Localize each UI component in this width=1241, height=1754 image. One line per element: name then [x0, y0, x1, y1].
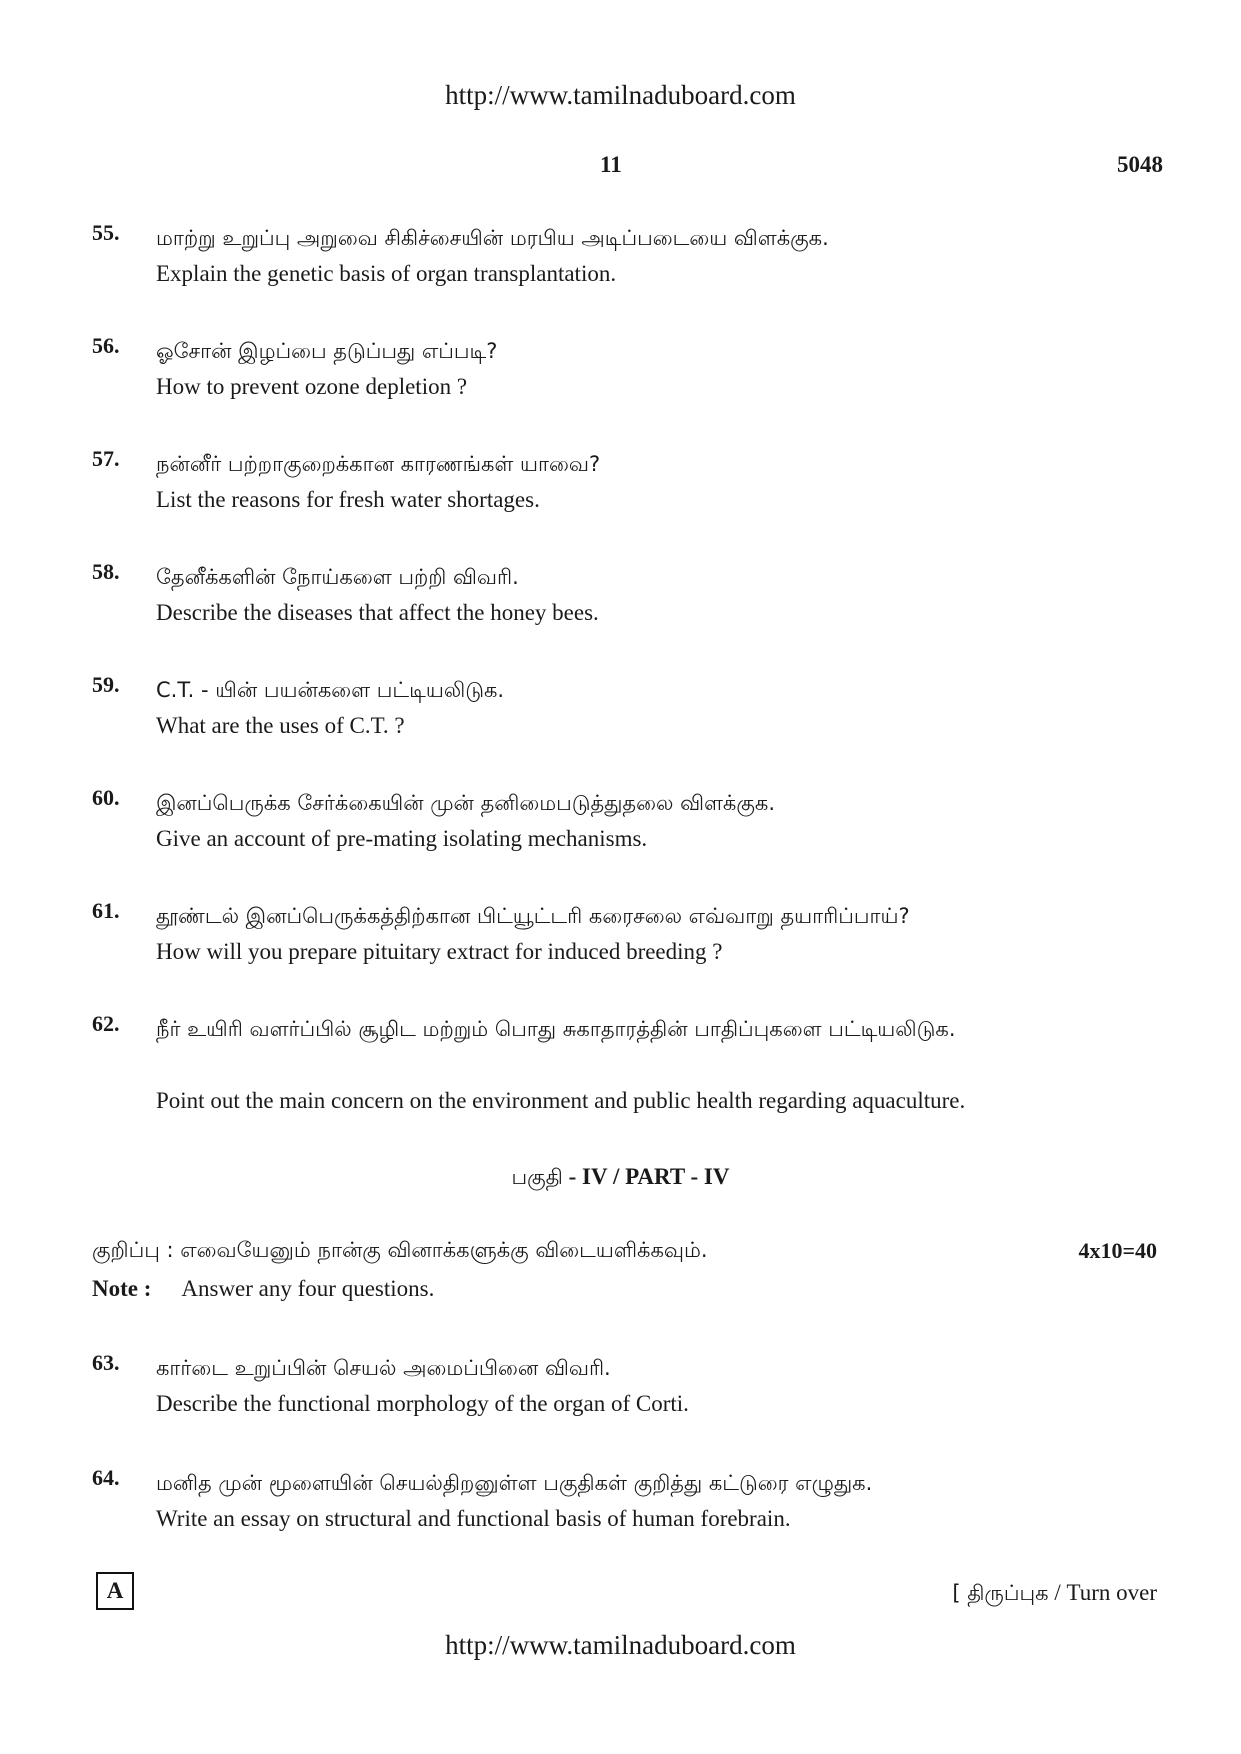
question-english: List the reasons for fresh water shortages.	[156, 487, 540, 512]
question-tamil: கார்டை உறுப்பின் செயல் அமைப்பினை விவரி.	[156, 1356, 611, 1380]
question-number: 61.	[92, 898, 120, 923]
question-tamil: மனித முன் மூளையின் செயல்திறனுள்ள பகுதிகள் குறித்து கட்டுரை எழுதுக.	[156, 1471, 873, 1495]
question-english: How to prevent ozone depletion ?	[156, 374, 468, 399]
question-number: 57.	[92, 446, 120, 471]
question-tamil: மாற்று உறுப்பு அறுவை சிகிச்சையின் மரபிய அடிப்படையை விளக்குக.	[156, 226, 829, 250]
question-english: What are the uses of C.T. ?	[156, 713, 405, 738]
turn-over-tamil: [ திருப்புக	[952, 1581, 1049, 1605]
question-tamil: இனப்பெருக்க சேர்க்கையின் முன் தனிமைபடுத்துதலை விளக்குக.	[156, 791, 775, 815]
question-tamil: நன்னீர் பற்றாகுறைக்கான காரணங்கள் யாவை?	[156, 452, 601, 476]
paper-code: 5048	[1117, 152, 1163, 177]
question-english: Point out the main concern on the environment and public health regarding aquaculture.	[156, 1088, 966, 1113]
question-number: 59.	[92, 672, 120, 697]
note-text: Answer any four questions.	[181, 1276, 435, 1301]
turn-over-english: / Turn over	[1054, 1580, 1157, 1605]
note-tamil: குறிப்பு : எவையேனும் நான்கு வினாக்களுக்கு விடையளிக்கவும்.	[92, 1238, 708, 1262]
note-english	[92, 1276, 434, 1302]
question-number: 56.	[92, 333, 120, 358]
question-english: Explain the genetic basis of organ transplantation.	[156, 261, 617, 286]
question-number: 60.	[92, 785, 120, 810]
question-number: 64.	[92, 1465, 120, 1490]
marks-scheme: 4x10=40	[1078, 1238, 1157, 1263]
question-number: 63.	[92, 1350, 120, 1375]
question-tamil: நீர் உயிரி வளர்ப்பில் சூழிட மற்றும் பொது சுகாதாரத்தின் பாதிப்புகளை பட்டியலிடுக.	[156, 1017, 956, 1041]
question-number: 55.	[92, 220, 120, 245]
question-tamil: தேனீக்களின் நோய்களை பற்றி விவரி.	[156, 565, 519, 589]
part-heading	[0, 1164, 1241, 1192]
question-english: Describe the diseases that affect the honey bees.	[156, 600, 599, 625]
question-tamil: தூண்டல் இனப்பெருக்கத்திற்கான பிட்யூட்டரி கரைசலை எவ்வாறு தயாரிப்பாய்?	[156, 904, 910, 928]
question-english: How will you prepare pituitary extract for induced breeding ?	[156, 939, 723, 964]
turn-over	[952, 1580, 1157, 1608]
header-url: http://www.tamilnaduboard.com	[445, 80, 796, 110]
question-number: 58.	[92, 559, 120, 584]
paper-version-box: A	[96, 1572, 134, 1610]
part-heading-tamil: பகுதி	[511, 1165, 563, 1189]
note-label: Note :	[92, 1276, 152, 1301]
part-heading-label: - IV / PART - IV	[568, 1164, 730, 1189]
page-number: 11	[600, 152, 622, 177]
question-english: Give an account of pre-mating isolating mechanisms.	[156, 826, 648, 851]
question-english: Write an essay on structural and functional basis of human forebrain.	[156, 1506, 791, 1531]
footer-url: http://www.tamilnaduboard.com	[445, 1630, 796, 1660]
question-tamil: ஓசோன் இழப்பை தடுப்பது எப்படி?	[156, 339, 498, 363]
question-number: 62.	[92, 1011, 120, 1036]
question-english: Describe the functional morphology of the organ of Corti.	[156, 1391, 689, 1416]
question-tamil: C.T. - யின் பயன்களை பட்டியலிடுக.	[156, 678, 505, 702]
